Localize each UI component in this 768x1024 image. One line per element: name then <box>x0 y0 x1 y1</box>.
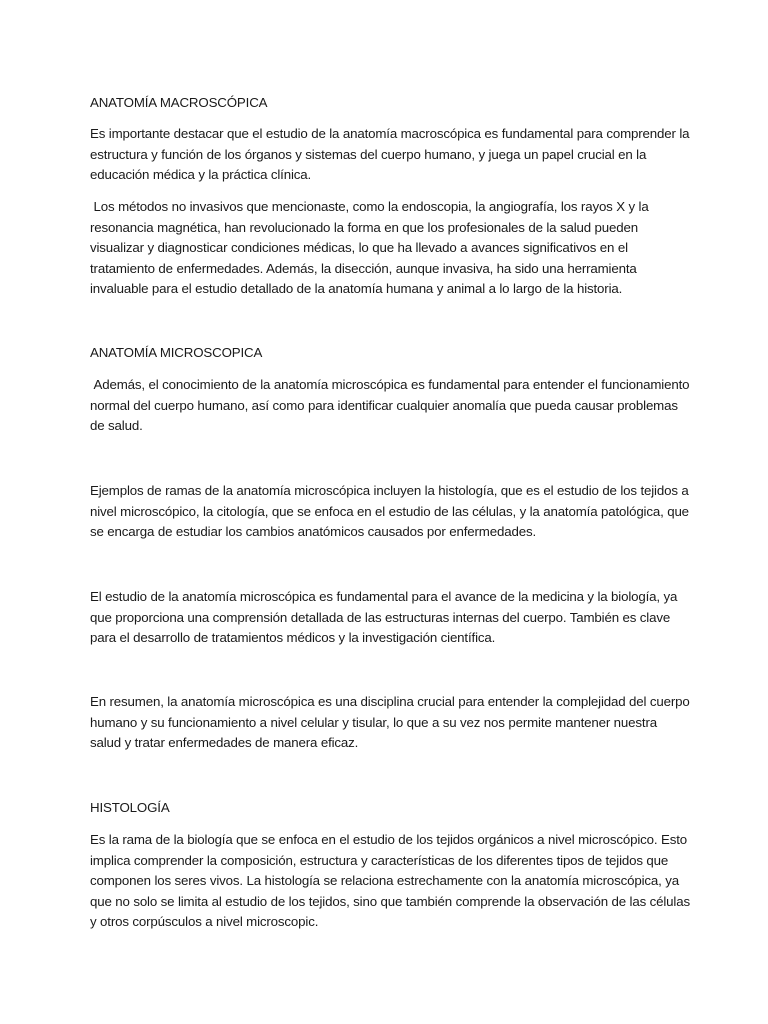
paragraph-microscopica-intro: Además, el conocimiento de la anatomía microscópica es fundamental para entender el funcionamiento normal del cuerpo humano, así como para identificar cualquier anomalía que pueda causar problemas de salud. <box>90 377 693 434</box>
paragraph-metodos-no-invasivos: Los métodos no invasivos que mencionaste, como la endoscopia, la angiografía, los rayos X y la resonancia magnética, han revolucionado la forma en que los profesionales de la salud pueden visualizar y diagnosticar condiciones médicas, lo que ha llevado a avances significativos en el tratamiento de enfermedades. Además, la disección, aunque invasiva, ha sido una herramienta invaluable para el estudio detallado de la anatomía humana y animal a lo largo de la historia. <box>90 199 653 297</box>
paragraph-estudio-anatomia-microscopica: El estudio de la anatomía microscópica es fundamental para el avance de la medicina y la biología, ya que proporciona una comprensión detallada de las estructuras internas del cuerpo. También es clave para el desarrollo de tratamientos médicos y la investigación científica. <box>90 589 678 646</box>
section-heading-macroscopica: ANATOMÍA MACROSCÓPICA <box>90 95 268 110</box>
section-heading-histologia: HISTOLOGÍA <box>90 800 170 815</box>
paragraph-macroscopica-intro: Es importante destacar que el estudio de la anatomía macroscópica es fundamental para comprender la estructura y función de los órganos y sistemas del cuerpo humano, y juega un papel crucial en la educación médica y la práctica clínica. <box>90 126 690 183</box>
paragraph-ejemplos-ramas: Ejemplos de ramas de la anatomía microscópica incluyen la histología, que es el estudio de los tejidos a nivel microscópico, la citología, que se enfoca en el estudio de las células, y la anatomía patológica, que se encarga de estudiar los cambios anatómicos causados por enfermedades. <box>90 483 689 540</box>
paragraph-histologia: Es la rama de la biología que se enfoca en el estudio de los tejidos orgánicos a nivel microscópico. Esto implica comprender la composición, estructura y características de los diferentes tipos de tejidos que componen los seres vivos. La histología se relaciona estrechamente con la anatomía microscópica, ya que no solo se limita al estudio de los tejidos, sino que también comprende la observación de las células y otros corpúsculos a nivel microscopic. <box>90 832 690 930</box>
paragraph-resumen: En resumen, la anatomía microscópica es una disciplina crucial para entender la complejidad del cuerpo humano y su funcionamiento a nivel celular y tisular, lo que a su vez nos permite mantener nuestra salud y tratar enfermedades de manera eficaz. <box>90 694 690 751</box>
section-heading-microscopica: ANATOMÍA MICROSCOPICA <box>90 345 263 360</box>
